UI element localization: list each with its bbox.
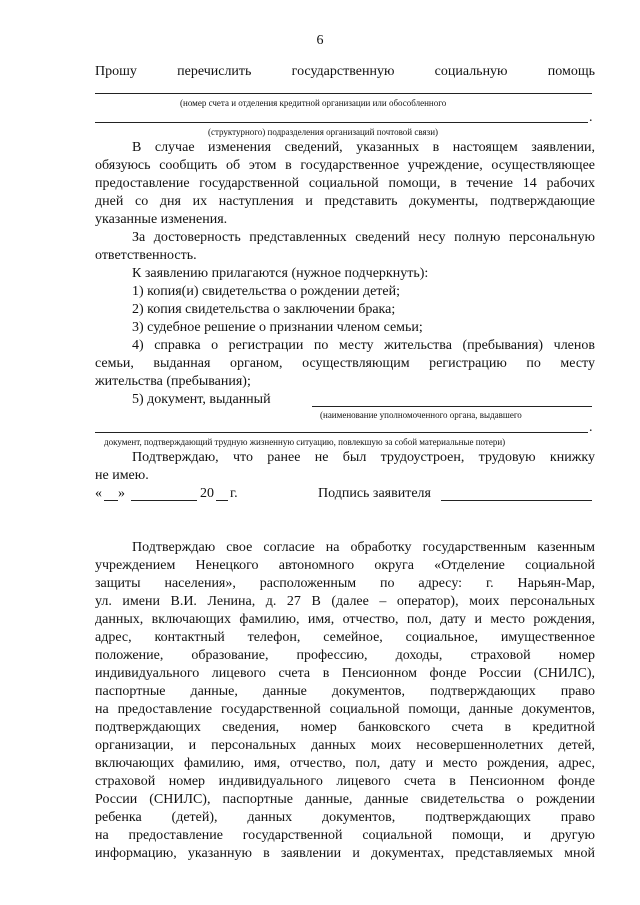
- attachment-item-3: 3) судебное решение о признании членом семьи;: [132, 320, 423, 335]
- request-word: социальную: [434, 64, 508, 79]
- year-suffix: г.: [230, 486, 238, 501]
- change-notice-line: В случае изменения сведений, указанных в настоящем заявлении,: [132, 140, 595, 155]
- attachment-item-4-cont: жительства (пребывания);: [95, 374, 251, 389]
- date-month-field[interactable]: [131, 500, 197, 501]
- consent-line: подтверждающих сведения, номер банковского счета в кредитной: [95, 720, 595, 735]
- page-number: 6: [316, 33, 324, 48]
- attachment-item-1: 1) копия(и) свидетельства о рождении детей;: [132, 284, 401, 299]
- consent-line: данных, включающих фамилию, имя, отчество, пол, дату и место рождения,: [95, 612, 595, 627]
- request-word: Прошу: [95, 64, 137, 79]
- date-close-quote: »: [118, 486, 125, 501]
- change-notice-line: дней со дня их наступления и представить документы, подтверждающие: [95, 194, 595, 209]
- request-word: перечислить: [177, 64, 252, 79]
- request-word: помощь: [547, 64, 595, 79]
- attachments-intro: К заявлению прилагаются (нужное подчеркнуть):: [132, 266, 429, 281]
- attachment-item-4: 4) справка о регистрации по месту жительства (пребывания) членов: [132, 338, 595, 353]
- consent-line: паспортные данные, данные документов, подтверждающих право: [95, 684, 595, 699]
- consent-line: организации, и персональных данных моих несовершеннолетних детей,: [95, 738, 595, 753]
- consent-line: учреждением Ненецкого автономного округа «Отделение социальной: [95, 558, 595, 573]
- employment-line: Подтверждаю, что ранее не был трудоустроен, трудовую книжку: [132, 450, 595, 465]
- signature-label: Подпись заявителя: [318, 486, 431, 501]
- consent-line: положение, образование, профессию, доходы, страховой номер: [95, 648, 595, 663]
- attachment-item-5: 5) документ, выданный: [132, 392, 271, 407]
- date-open-quote: «: [95, 486, 102, 501]
- signature-field[interactable]: [441, 500, 592, 501]
- line-end-period: .: [589, 110, 593, 125]
- consent-line: России (СНИЛС), паспортные данные, данные свидетельства о рождении: [95, 792, 595, 807]
- request-word: государственную: [291, 64, 395, 79]
- responsibility-line: ответственность.: [95, 248, 197, 263]
- consent-line: страховой номер индивидуального лицевого счета в Пенсионном фонде: [95, 774, 595, 789]
- year-prefix: 20: [200, 486, 214, 501]
- account-number-field[interactable]: [95, 93, 592, 94]
- responsibility-line: За достоверность представленных сведений несу полную персональную: [132, 230, 595, 245]
- consent-line: ул. имени В.И. Ленина, д. 27 В (далее – оператор), моих персональных: [95, 594, 595, 609]
- attachment-item-2: 2) копия свидетельства о заключении брака;: [132, 302, 396, 317]
- issuing-authority-field-2[interactable]: [95, 432, 588, 433]
- consent-line: информацию, указанную в заявлении и документах, представляемых мной: [95, 846, 595, 861]
- employment-line: не имею.: [95, 468, 149, 483]
- issuing-authority-caption: (наименование уполномоченного органа, выдавшего: [320, 410, 522, 420]
- consent-line: индивидуального лицевого счета в Пенсионном фонде России (СНИЛС),: [95, 666, 595, 681]
- change-notice-line: предоставление государственной социальной помощи, в течение 14 рабочих: [95, 176, 595, 191]
- consent-line: Подтверждаю свое согласие на обработку государственным казенным: [132, 540, 595, 555]
- consent-line: на предоставление государственной социальной помощи, и другую: [95, 828, 595, 843]
- consent-line: защиты населения», расположенным по адресу: г. Нарьян-Мар,: [95, 576, 595, 591]
- line-end-period: .: [589, 420, 593, 435]
- consent-line: включающих фамилию, имя, отчество, пол, дату и место рождения, адрес,: [95, 756, 595, 771]
- issuing-authority-field[interactable]: [312, 406, 592, 407]
- consent-line: на предоставление государственной социальной помощи, данные документов,: [95, 702, 595, 717]
- change-notice-line: обязуюсь сообщить об этом в государственное учреждение, осуществляющее: [95, 158, 595, 173]
- account-caption-2: (структурного) подразделения организаций почтовой связи): [208, 127, 439, 137]
- change-notice-line: указанные изменения.: [95, 212, 228, 227]
- attachment-item-4-cont: семьи, выданная органом, осуществляющим регистрацию по месту: [95, 356, 595, 371]
- consent-line: адрес, контактный телефон, семейное, социальное, имущественное: [95, 630, 595, 645]
- date-year-field[interactable]: [216, 500, 228, 501]
- account-number-field-2[interactable]: [95, 122, 588, 123]
- date-day-field[interactable]: [104, 500, 118, 501]
- consent-line: ребенка (детей), данных документов, подтверждающих право: [95, 810, 595, 825]
- request-line: [95, 64, 595, 80]
- account-caption-1: (номер счета и отделения кредитной организации или обособленного: [180, 98, 447, 108]
- hardship-caption: документ, подтверждающий трудную жизненную ситуацию, повлекшую за собой материальные потери): [104, 437, 506, 447]
